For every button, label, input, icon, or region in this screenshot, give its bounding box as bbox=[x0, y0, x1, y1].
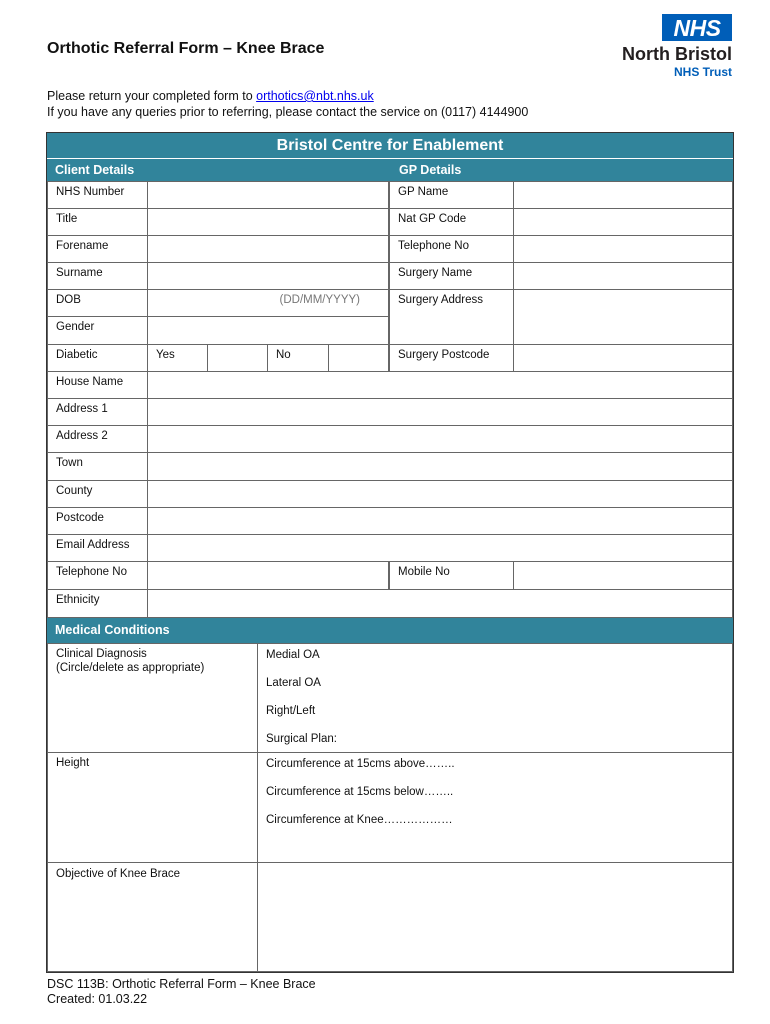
nhs-logo bbox=[600, 14, 734, 80]
surname-label: Surname bbox=[47, 262, 148, 290]
postcode-field[interactable] bbox=[147, 507, 733, 535]
town-field[interactable] bbox=[147, 452, 733, 481]
gp-code-field[interactable] bbox=[513, 208, 733, 236]
town-label: Town bbox=[47, 452, 148, 481]
lateral-oa-option[interactable]: Lateral OA bbox=[266, 677, 321, 689]
referral-form bbox=[46, 132, 734, 973]
nhs-number-field[interactable] bbox=[147, 181, 389, 209]
medical-conditions-header: Medical Conditions bbox=[47, 618, 733, 643]
surgery-name-field[interactable] bbox=[513, 262, 733, 290]
surgery-postcode-label: Surgery Postcode bbox=[389, 344, 514, 372]
gender-label: Gender bbox=[47, 316, 148, 345]
gp-code-label: Nat GP Code bbox=[389, 208, 514, 236]
surgical-plan-label: Surgical Plan: bbox=[266, 733, 337, 745]
address2-field[interactable] bbox=[147, 425, 733, 453]
county-label: County bbox=[47, 480, 148, 508]
form-banner: Bristol Centre for Enablement bbox=[47, 133, 733, 158]
postcode-label: Postcode bbox=[47, 507, 148, 535]
address1-field[interactable] bbox=[147, 398, 733, 426]
nhs-number-label: NHS Number bbox=[47, 181, 148, 209]
medial-oa-option[interactable]: Medial OA bbox=[266, 649, 320, 661]
house-name-label: House Name bbox=[47, 371, 148, 399]
gender-field[interactable] bbox=[147, 316, 389, 345]
ethnicity-field[interactable] bbox=[147, 589, 733, 618]
diabetic-no-box[interactable] bbox=[328, 344, 389, 372]
surname-field[interactable] bbox=[147, 262, 389, 290]
forename-label: Forename bbox=[47, 235, 148, 263]
gp-name-label: GP Name bbox=[389, 181, 514, 209]
intro-text: Please return your completed form to orthotics@nbt.nhs.uk If you have any queries prior to referring, please contact the service on (0117) 4144900 bbox=[47, 89, 529, 119]
county-field[interactable] bbox=[147, 480, 733, 508]
objective-label: Objective of Knee Brace bbox=[47, 862, 258, 972]
height-label: Height bbox=[47, 752, 258, 863]
diabetic-no-label: No bbox=[267, 344, 329, 372]
diabetic-yes-label: Yes bbox=[147, 344, 208, 372]
clinical-diagnosis-label: Clinical Diagnosis (Circle/delete as appropriate) bbox=[47, 643, 258, 753]
dob-label: DOB bbox=[47, 289, 148, 317]
gp-telephone-field[interactable] bbox=[513, 235, 733, 263]
address1-label: Address 1 bbox=[47, 398, 148, 426]
ethnicity-label: Ethnicity bbox=[47, 589, 148, 618]
gp-telephone-label: Telephone No bbox=[389, 235, 514, 263]
circumference-knee[interactable]: Circumference at Knee……………… bbox=[266, 814, 453, 826]
house-name-field[interactable] bbox=[147, 371, 733, 399]
nhs-logo-mark: NHS bbox=[662, 14, 732, 41]
circumference-above[interactable]: Circumference at 15cms above…….. bbox=[266, 758, 455, 770]
footer-created: Created: 01.03.22 bbox=[47, 992, 148, 1006]
email-link[interactable]: orthotics@nbt.nhs.uk bbox=[256, 89, 374, 103]
footer bbox=[47, 977, 316, 1007]
address2-label: Address 2 bbox=[47, 425, 148, 453]
surgery-name-label: Surgery Name bbox=[389, 262, 514, 290]
trust-name: NHS Trust bbox=[673, 65, 732, 79]
surgery-postcode-field[interactable] bbox=[513, 344, 733, 372]
diabetic-label: Diabetic bbox=[47, 344, 148, 372]
surgery-address-label: Surgery Address bbox=[389, 289, 514, 345]
email-label: Email Address bbox=[47, 534, 148, 562]
title-label: Title bbox=[47, 208, 148, 236]
circumference-fields[interactable] bbox=[257, 752, 733, 863]
telephone-label: Telephone No bbox=[47, 561, 148, 590]
org-name: North Bristol bbox=[622, 44, 732, 64]
clinical-diagnosis-options[interactable] bbox=[257, 643, 733, 753]
surgery-address-field[interactable] bbox=[513, 289, 733, 345]
right-left-option[interactable]: Right/Left bbox=[266, 705, 316, 717]
client-details-header: Client Details bbox=[47, 159, 389, 181]
title-field[interactable] bbox=[147, 208, 389, 236]
gp-details-header: GP Details bbox=[389, 159, 733, 181]
objective-field[interactable] bbox=[257, 862, 733, 972]
page-title: Orthotic Referral Form – Knee Brace bbox=[47, 40, 325, 57]
dob-field[interactable]: (DD/MM/YYYY) bbox=[147, 289, 389, 317]
gp-name-field[interactable] bbox=[513, 181, 733, 209]
footer-doc-ref: DSC 113B: Orthotic Referral Form – Knee Brace bbox=[47, 977, 316, 991]
circumference-below[interactable]: Circumference at 15cms below…….. bbox=[266, 786, 454, 798]
diabetic-yes-box[interactable] bbox=[207, 344, 268, 372]
mobile-label: Mobile No bbox=[389, 561, 514, 590]
email-field[interactable] bbox=[147, 534, 733, 562]
telephone-field[interactable] bbox=[147, 561, 389, 590]
forename-field[interactable] bbox=[147, 235, 389, 263]
mobile-field[interactable] bbox=[513, 561, 733, 590]
